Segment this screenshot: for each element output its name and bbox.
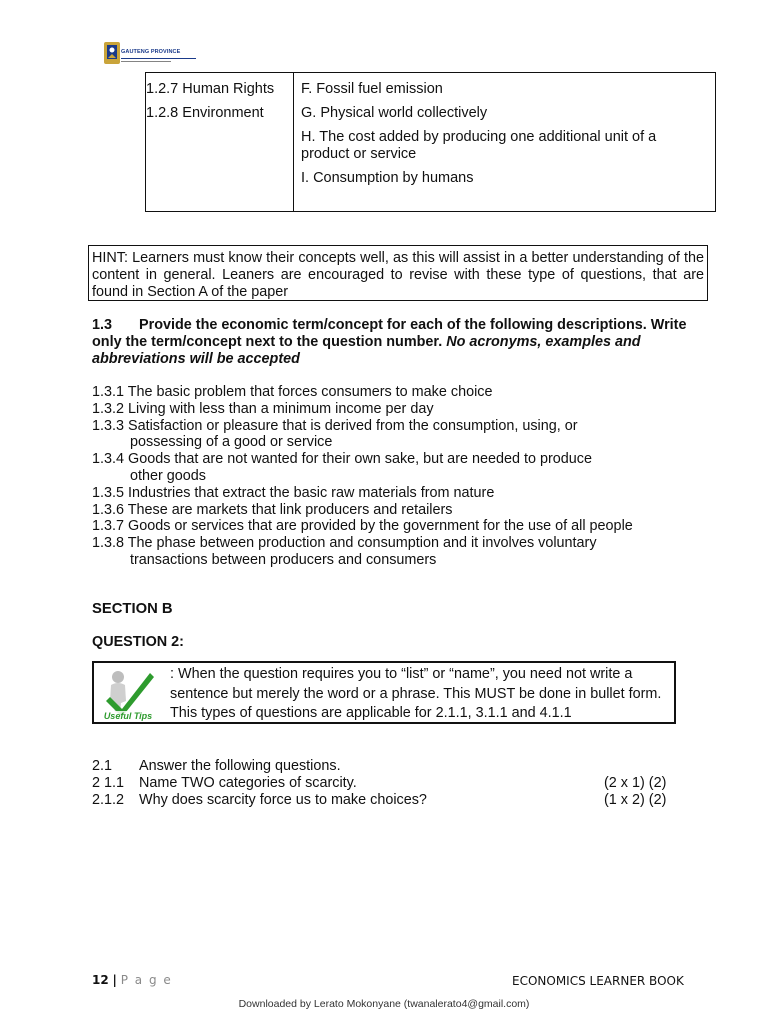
question-text: Why does scarcity force us to make choices? bbox=[139, 792, 427, 808]
list-item: 1.3.7 Goods or services that are provided by the government for the use of all people bbox=[92, 518, 633, 535]
column-b-item: G. Physical world collectively bbox=[301, 105, 488, 121]
page-word: P a g e bbox=[120, 973, 173, 987]
question-number: 2.1.2 bbox=[92, 792, 125, 808]
list-item: 1.3.3 Satisfaction or pleasure that is derived from the consumption, using, or bbox=[92, 417, 578, 434]
column-a-item: 1.2.8 Environment bbox=[146, 105, 264, 121]
section-heading: SECTION B bbox=[92, 601, 173, 617]
question-text: Answer the following questions. bbox=[139, 758, 341, 774]
list-item: 1.3.2 Living with less than a minimum income per day bbox=[92, 400, 434, 417]
list-item: 1.3.1 The basic problem that forces consumers to make choice bbox=[92, 384, 493, 400]
column-b-item: H. The cost added by producing one additional unit of a product or service bbox=[301, 129, 657, 162]
question-1-3-list bbox=[92, 384, 712, 569]
column-b-item: F. Fossil fuel emission bbox=[301, 81, 443, 97]
question-2-1 bbox=[92, 758, 682, 809]
useful-tips-label: Useful Tips bbox=[103, 711, 153, 721]
list-item: 1.3.6 These are markets that link producers and retailers bbox=[92, 501, 453, 518]
logo-text: GAUTENG PROVINCE bbox=[121, 49, 181, 55]
page-number bbox=[92, 973, 172, 987]
page-number-value: 12 bbox=[92, 973, 109, 987]
question-marks: (2 x 1) (2) bbox=[604, 775, 667, 791]
question-number: 2 1.1 bbox=[92, 775, 125, 791]
list-item: 1.3.4 Goods that are not wanted for their own sake, but are needed to produce bbox=[92, 451, 593, 468]
column-b bbox=[301, 81, 701, 194]
question-heading: QUESTION 2: bbox=[92, 634, 184, 650]
list-item-continuation: transactions between producers and consumers bbox=[130, 551, 437, 568]
page-separator: | bbox=[112, 973, 117, 987]
question-number: 1.3 bbox=[92, 317, 113, 333]
question-marks: (1 x 2) (2) bbox=[604, 792, 667, 808]
useful-tips-box bbox=[92, 661, 676, 724]
question-text: Name TWO categories of scarcity. bbox=[139, 775, 357, 791]
tips-text: : When the question requires you to “list” or “name”, you need not write a sentence but merely the word or a phrase. This MUST be done in bullet form. This types of questions are applicable for 2.1.1, 3.1.1 and 4.1.1 bbox=[170, 666, 662, 721]
hint-box: HINT: Learners must know their concepts well, as this will assist in a better understanding of the content in general. Leaners are encouraged to revise with these type of questions, that are found in Section A of the paper bbox=[88, 245, 708, 301]
book-title: ECONOMICS LEARNER BOOK bbox=[512, 974, 684, 988]
column-a-item: 1.2.7 Human Rights bbox=[146, 81, 275, 97]
useful-tips-checkmark-icon bbox=[100, 667, 156, 721]
question-emphasis: No acronyms, examples and abbreviations will be accepted bbox=[92, 334, 641, 367]
question-instruction: Provide the economic term/concept for each of the following descriptions. Write only the term/concept next to the question number. bbox=[92, 317, 687, 350]
list-item-continuation: other goods bbox=[130, 467, 207, 484]
list-item: 1.3.5 Industries that extract the basic raw materials from nature bbox=[92, 484, 495, 501]
question-row bbox=[92, 775, 682, 792]
question-number: 2.1 bbox=[92, 758, 113, 774]
column-a bbox=[146, 81, 293, 129]
list-item: 1.3.8 The phase between production and consumption and it involves voluntary bbox=[92, 535, 597, 552]
question-row bbox=[92, 758, 682, 775]
table-divider bbox=[293, 73, 294, 211]
column-b-item: I. Consumption by humans bbox=[301, 170, 474, 186]
question-1-3-heading bbox=[92, 317, 704, 368]
list-item-continuation: possessing of a good or service bbox=[130, 434, 333, 451]
matching-table bbox=[145, 72, 716, 212]
question-row bbox=[92, 792, 682, 809]
download-note: Downloaded by Lerato Mokonyane (twanalerato4@gmail.com) bbox=[238, 998, 530, 1010]
